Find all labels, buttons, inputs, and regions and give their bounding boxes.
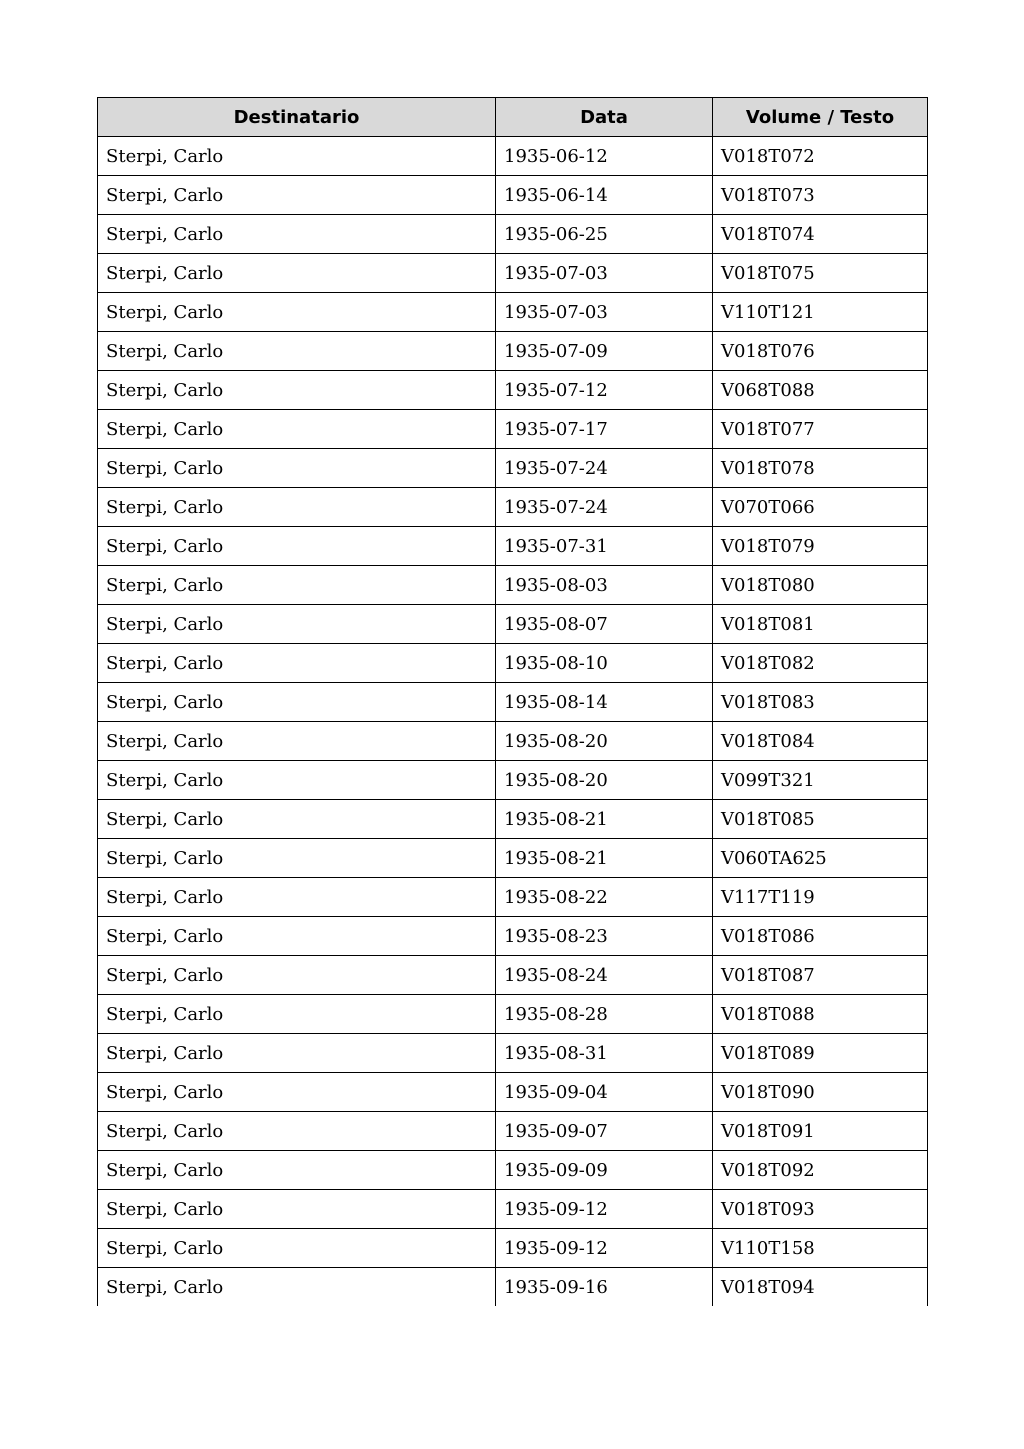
cell-volume-testo: V018T085 xyxy=(713,800,928,839)
table-row xyxy=(98,605,928,644)
cell-volume-testo: V018T072 xyxy=(713,137,928,176)
table-row xyxy=(98,293,928,332)
cell-destinatario: Sterpi, Carlo xyxy=(98,917,496,956)
cell-destinatario: Sterpi, Carlo xyxy=(98,449,496,488)
cell-volume-testo: V018T091 xyxy=(713,1112,928,1151)
cell-data: 1935-09-12 xyxy=(496,1229,713,1268)
cell-volume-testo: V068T088 xyxy=(713,371,928,410)
cell-destinatario: Sterpi, Carlo xyxy=(98,683,496,722)
cell-volume-testo: V018T082 xyxy=(713,644,928,683)
cell-data: 1935-08-22 xyxy=(496,878,713,917)
cell-volume-testo: V018T087 xyxy=(713,956,928,995)
cell-volume-testo: V117T119 xyxy=(713,878,928,917)
cell-data: 1935-07-09 xyxy=(496,332,713,371)
cell-data: 1935-07-24 xyxy=(496,449,713,488)
cell-volume-testo: V018T078 xyxy=(713,449,928,488)
cell-data: 1935-08-20 xyxy=(496,761,713,800)
table-row xyxy=(98,566,928,605)
cell-destinatario: Sterpi, Carlo xyxy=(98,488,496,527)
cell-data: 1935-08-31 xyxy=(496,1034,713,1073)
cell-volume-testo: V018T079 xyxy=(713,527,928,566)
header-destinatario: Destinatario xyxy=(98,98,496,137)
cell-volume-testo: V018T073 xyxy=(713,176,928,215)
letters-table xyxy=(97,97,928,1306)
table-row xyxy=(98,995,928,1034)
cell-destinatario: Sterpi, Carlo xyxy=(98,1229,496,1268)
cell-volume-testo: V018T076 xyxy=(713,332,928,371)
cell-data: 1935-09-09 xyxy=(496,1151,713,1190)
cell-volume-testo: V018T080 xyxy=(713,566,928,605)
cell-destinatario: Sterpi, Carlo xyxy=(98,1112,496,1151)
table-row xyxy=(98,410,928,449)
table-row xyxy=(98,488,928,527)
cell-data: 1935-09-16 xyxy=(496,1268,713,1307)
table-row xyxy=(98,956,928,995)
cell-data: 1935-08-07 xyxy=(496,605,713,644)
cell-destinatario: Sterpi, Carlo xyxy=(98,956,496,995)
cell-data: 1935-09-12 xyxy=(496,1190,713,1229)
cell-data: 1935-08-24 xyxy=(496,956,713,995)
table-row xyxy=(98,1034,928,1073)
table-row xyxy=(98,332,928,371)
cell-volume-testo: V018T089 xyxy=(713,1034,928,1073)
table-row xyxy=(98,527,928,566)
cell-volume-testo: V018T090 xyxy=(713,1073,928,1112)
cell-volume-testo: V018T094 xyxy=(713,1268,928,1307)
table-row xyxy=(98,683,928,722)
table-row xyxy=(98,722,928,761)
cell-data: 1935-07-03 xyxy=(496,293,713,332)
cell-volume-testo: V018T084 xyxy=(713,722,928,761)
cell-data: 1935-08-28 xyxy=(496,995,713,1034)
header-volume-testo: Volume / Testo xyxy=(713,98,928,137)
cell-data: 1935-08-14 xyxy=(496,683,713,722)
cell-destinatario: Sterpi, Carlo xyxy=(98,215,496,254)
cell-data: 1935-09-07 xyxy=(496,1112,713,1151)
cell-data: 1935-08-21 xyxy=(496,839,713,878)
cell-destinatario: Sterpi, Carlo xyxy=(98,176,496,215)
cell-destinatario: Sterpi, Carlo xyxy=(98,995,496,1034)
table-row xyxy=(98,1268,928,1307)
cell-data: 1935-07-12 xyxy=(496,371,713,410)
table-row xyxy=(98,1229,928,1268)
cell-destinatario: Sterpi, Carlo xyxy=(98,332,496,371)
cell-destinatario: Sterpi, Carlo xyxy=(98,527,496,566)
table-row xyxy=(98,1151,928,1190)
cell-destinatario: Sterpi, Carlo xyxy=(98,1034,496,1073)
header-data: Data xyxy=(496,98,713,137)
table-header-row xyxy=(98,98,928,137)
table-row xyxy=(98,1190,928,1229)
cell-volume-testo: V018T086 xyxy=(713,917,928,956)
table-body xyxy=(98,137,928,1307)
table-row xyxy=(98,371,928,410)
table-row xyxy=(98,1112,928,1151)
table-row xyxy=(98,176,928,215)
cell-data: 1935-08-10 xyxy=(496,644,713,683)
cell-destinatario: Sterpi, Carlo xyxy=(98,254,496,293)
cell-data: 1935-07-17 xyxy=(496,410,713,449)
table-row xyxy=(98,800,928,839)
cell-destinatario: Sterpi, Carlo xyxy=(98,137,496,176)
cell-volume-testo: V018T083 xyxy=(713,683,928,722)
cell-destinatario: Sterpi, Carlo xyxy=(98,878,496,917)
cell-destinatario: Sterpi, Carlo xyxy=(98,1268,496,1307)
cell-destinatario: Sterpi, Carlo xyxy=(98,293,496,332)
cell-data: 1935-06-25 xyxy=(496,215,713,254)
table-row xyxy=(98,449,928,488)
cell-destinatario: Sterpi, Carlo xyxy=(98,1073,496,1112)
cell-volume-testo: V018T075 xyxy=(713,254,928,293)
cell-destinatario: Sterpi, Carlo xyxy=(98,410,496,449)
cell-volume-testo: V018T081 xyxy=(713,605,928,644)
cell-volume-testo: V070T066 xyxy=(713,488,928,527)
document-page xyxy=(97,97,927,1306)
cell-volume-testo: V018T077 xyxy=(713,410,928,449)
cell-volume-testo: V018T092 xyxy=(713,1151,928,1190)
cell-destinatario: Sterpi, Carlo xyxy=(98,722,496,761)
cell-destinatario: Sterpi, Carlo xyxy=(98,1190,496,1229)
cell-destinatario: Sterpi, Carlo xyxy=(98,566,496,605)
cell-data: 1935-06-12 xyxy=(496,137,713,176)
cell-data: 1935-08-21 xyxy=(496,800,713,839)
table-row xyxy=(98,137,928,176)
cell-destinatario: Sterpi, Carlo xyxy=(98,839,496,878)
table-row xyxy=(98,215,928,254)
cell-volume-testo: V110T121 xyxy=(713,293,928,332)
cell-volume-testo: V099T321 xyxy=(713,761,928,800)
table-row xyxy=(98,917,928,956)
cell-data: 1935-07-03 xyxy=(496,254,713,293)
cell-destinatario: Sterpi, Carlo xyxy=(98,644,496,683)
cell-volume-testo: V018T074 xyxy=(713,215,928,254)
cell-data: 1935-08-03 xyxy=(496,566,713,605)
cell-destinatario: Sterpi, Carlo xyxy=(98,761,496,800)
cell-volume-testo: V060TA625 xyxy=(713,839,928,878)
cell-data: 1935-09-04 xyxy=(496,1073,713,1112)
cell-data: 1935-06-14 xyxy=(496,176,713,215)
cell-volume-testo: V110T158 xyxy=(713,1229,928,1268)
cell-volume-testo: V018T088 xyxy=(713,995,928,1034)
cell-destinatario: Sterpi, Carlo xyxy=(98,1151,496,1190)
cell-destinatario: Sterpi, Carlo xyxy=(98,800,496,839)
cell-volume-testo: V018T093 xyxy=(713,1190,928,1229)
table-row xyxy=(98,878,928,917)
table-row xyxy=(98,644,928,683)
table-row xyxy=(98,839,928,878)
table-row xyxy=(98,1073,928,1112)
cell-data: 1935-07-24 xyxy=(496,488,713,527)
cell-destinatario: Sterpi, Carlo xyxy=(98,605,496,644)
table-row xyxy=(98,254,928,293)
cell-destinatario: Sterpi, Carlo xyxy=(98,371,496,410)
cell-data: 1935-07-31 xyxy=(496,527,713,566)
table-row xyxy=(98,761,928,800)
cell-data: 1935-08-20 xyxy=(496,722,713,761)
cell-data: 1935-08-23 xyxy=(496,917,713,956)
